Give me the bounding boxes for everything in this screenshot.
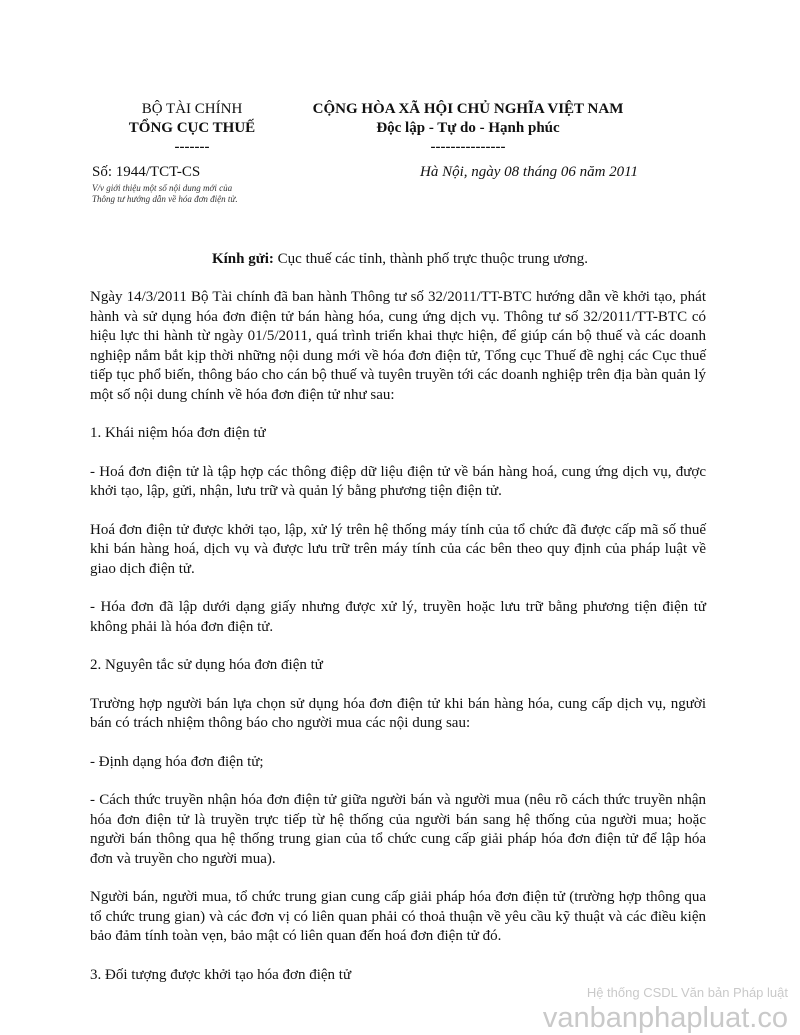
issuing-agency-block	[92, 100, 292, 157]
paragraph-seller-choice: Trường hợp người bán lựa chọn sử dụng hóa đơn điện tử khi bán hàng hóa, cung cấp dịch vụ, người bán có trách nhiệm thông báo cho người mua các nội dung sau:	[90, 695, 706, 731]
subject-line-2: Thông tư hướng dẫn về hóa đơn điện tử.	[92, 194, 238, 204]
recipient-label: Kính gửi:	[211, 251, 274, 267]
paragraph-format: - Định dạng hóa đơn điện tử;	[90, 753, 264, 770]
section-heading-3: 3. Đối tượng được khởi tạo hóa đơn điện tử	[90, 966, 352, 983]
recipient-text: Cục thuế các tỉnh, thành phố trực thuộc trung ương.	[273, 251, 589, 267]
intro-paragraph: Ngày 14/3/2011 Bộ Tài chính đã ban hành Thông tư số 32/2011/TT-BTC hướng dẫn về khởi tạo, phát hành và sử dụng hóa đơn điện tử bán hàng hóa, cung ứng dịch vụ. Thông tư số 32/2011/TT-BTC có hiệu lực thi hành từ ngày 01/5/2011, quá trình triển khai thực hiện, để giúp cán bộ thuế và các doanh nghiệp nắm bắt kịp thời những nội dung mới về hóa đơn điện tử, Tổng cục Thuế đề nghị các Cục thuế tiếp tục phổ biến, thông báo cho cán bộ thuế và tuyên truyền tới các doanh nghiệp trên địa bàn quản lý một số nội dung chính về hóa đơn điện tử như sau:	[90, 289, 706, 403]
paragraph-transmission: - Cách thức truyền nhận hóa đơn điện tử giữa người bán và người mua (nêu rõ cách thức truyền nhận hóa đơn điện tử là truyền trực tiếp từ hệ thống của người bán sang hệ thống của người mua; hoặc người bán thông qua hệ thống trung gian của tổ chức cung cấp giải pháp hóa đơn điện tử để lập hóa đơn và truyền cho người mua).	[90, 792, 706, 867]
section-heading-2: 2. Nguyên tắc sử dụng hóa đơn điện tử	[90, 657, 323, 673]
paragraph-paper-invoice: - Hóa đơn đã lập dưới dạng giấy nhưng được xử lý, truyền hoặc lưu trữ bằng phương tiện điện tử không phải là hóa đơn điện tử.	[90, 599, 706, 635]
subject-line-1: V/v giới thiệu một số nội dung mới của	[92, 183, 233, 193]
left-separator: -------	[174, 139, 210, 155]
site-watermark	[543, 985, 788, 1035]
department-name: TỔNG CỤC THUẾ	[128, 120, 256, 136]
recipient-line	[0, 251, 800, 268]
country-name: CỘNG HÒA XÃ HỘI CHỦ NGHĨA VIỆT NAM	[312, 101, 624, 117]
place-and-date: Hà Nội, ngày 08 tháng 06 năm 2011	[420, 164, 639, 180]
watermark-line-1: Hệ thống CSDL Văn bản Pháp luật	[586, 985, 788, 1000]
paragraph-definition: - Hoá đơn điện tử là tập hợp các thông điệp dữ liệu điện tử về bán hàng hoá, cung ứng dịch vụ, được khởi tạo, lập, gửi, nhận, lưu trữ và quản lý bằng phương tiện điện tử.	[90, 463, 706, 499]
national-motto: Độc lập - Tự do - Hạnh phúc	[376, 120, 560, 136]
section-heading-1: 1. Khái niệm hóa đơn điện tử	[90, 425, 266, 441]
right-separator: ---------------	[430, 139, 506, 155]
document-subject	[92, 183, 312, 205]
paragraph-agreement: Người bán, người mua, tổ chức trung gian cung cấp giải pháp hóa đơn điện tử (trường hợp thông qua tổ chức trung gian) và các đơn vị có liên quan phải có thoả thuận về yêu cầu kỹ thuật và các điều kiện bảo đảm tính toàn vẹn, bảo mật có liên quan đến hoá đơn điện tử đó.	[90, 889, 706, 944]
national-title-block	[282, 100, 654, 157]
document-body	[90, 288, 706, 1004]
ministry-name: BỘ TÀI CHÍNH	[141, 101, 243, 117]
paragraph-creation: Hoá đơn điện tử được khởi tạo, lập, xử lý trên hệ thống máy tính của tổ chức đã được cấp mã số thuế khi bán hàng hoá, dịch vụ và được lưu trữ trên máy tính của các bên theo quy định của pháp luật về giao dịch điện tử.	[90, 521, 706, 577]
watermark-line-2: vanbanphapluat.co	[542, 1002, 788, 1034]
document-number: Số: 1944/TCT-CS	[92, 164, 201, 180]
